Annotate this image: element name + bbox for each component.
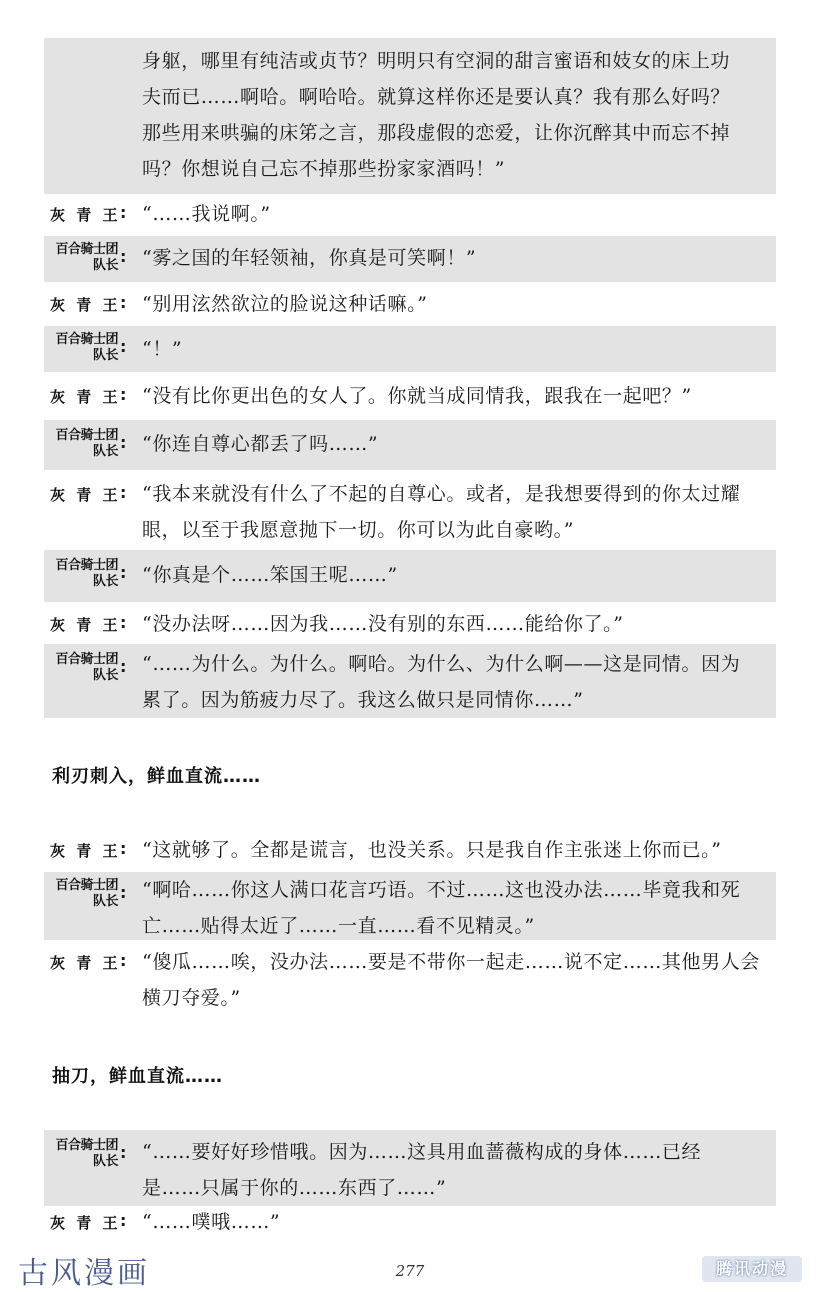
speaker-grey-king: 灰 青 王 [50, 206, 121, 224]
dialogue-text: “雾之国的年轻领袖，你真是可笑啊！” [142, 247, 477, 269]
dialogue-text: “没有比你更出色的女人了。你就当成同情我，跟我在一起吧？” [142, 385, 692, 407]
speaker-captain-org: 百合骑士团 [55, 1138, 118, 1153]
dialogue-text: “……为什么。为什么。啊哈。为什么、为什么啊——这是同情。因为 累了。因为筋疲力尽了。我这么做只是同情你……” [142, 653, 741, 711]
dialogue-row [44, 326, 776, 372]
speaker-colon: : [120, 657, 127, 676]
watermark-logo-right: 腾讯动漫 [702, 1256, 802, 1282]
speaker-colon: : [120, 385, 127, 404]
speaker-colon: : [120, 247, 127, 266]
speaker-grey-king: 灰 青 王 [50, 954, 121, 972]
dialogue-row [44, 872, 776, 940]
dialogue-text: “别用泫然欲泣的脸说这种话嘛。” [142, 293, 428, 315]
speaker-grey-king: 灰 青 王 [50, 296, 121, 314]
dialogue-row [44, 828, 776, 870]
page-number: 277 [395, 1262, 425, 1280]
speaker-grey-king: 灰 青 王 [50, 486, 121, 504]
dialogue-row [44, 284, 776, 324]
speaker-captain-org: 百合骑士团 [55, 878, 118, 893]
speaker-captain [48, 332, 118, 364]
dialogue-row [44, 644, 776, 718]
speaker-captain-org: 百合骑士团 [55, 558, 118, 573]
speaker-captain [48, 242, 118, 274]
speaker-colon: : [120, 1143, 127, 1162]
speaker-grey-king: 灰 青 王 [50, 1214, 121, 1232]
speaker-grey-king: 灰 青 王 [50, 616, 121, 634]
speaker-grey-king: 灰 青 王 [50, 388, 121, 406]
dialogue-text: “……要好好珍惜哦。因为……这具用血蔷薇构成的身体……已经 是……只属于你的……东西了……” [142, 1141, 702, 1199]
speaker-captain-title: 队长 [92, 444, 118, 459]
dialogue-row [44, 374, 776, 418]
dialogue-text: “……我说啊。” [142, 203, 271, 225]
speaker-colon: : [120, 839, 127, 858]
speaker-grey-king: 灰 青 王 [50, 842, 121, 860]
dialogue-text: “没办法呀……因为我……没有别的东西……能给你了。” [142, 613, 624, 635]
speaker-captain-org: 百合骑士团 [55, 428, 118, 443]
speaker-colon: : [120, 483, 127, 502]
speaker-colon: : [120, 203, 127, 222]
speaker-captain [48, 878, 118, 910]
dialogue-text: “！” [142, 338, 183, 360]
dialogue-text: 身躯，哪里有纯洁或贞节？明明只有空洞的甜言蜜语和妓女的床上功 夫而已……啊哈。啊哈哈。就算这样你还是要认真？我有那么好吗？ 那些用来哄骗的床笫之言，那段虚假的恋爱，让你沉醉其中而忘不掉 吗？你想说自己忘不掉那些扮家家酒吗！” [142, 50, 731, 180]
speaker-captain-org: 百合骑士团 [55, 242, 118, 257]
dialogue-row [44, 474, 776, 548]
speaker-captain-title: 队长 [92, 668, 118, 683]
speaker-colon: : [120, 951, 127, 970]
dialogue-text: “你真是个……笨国王呢……” [142, 564, 398, 586]
dialogue-text: “这就够了。全都是谎言，也没关系。只是我自作主张迷上你而已。” [142, 839, 722, 861]
narration-line: 利刃刺入，鲜血直流…… [52, 766, 261, 787]
speaker-captain [48, 652, 118, 684]
speaker-captain [48, 558, 118, 590]
speaker-captain-org: 百合骑士团 [55, 652, 118, 667]
speaker-captain [48, 428, 118, 460]
speaker-captain-org: 百合骑士团 [55, 332, 118, 347]
dialogue-row [44, 942, 776, 1018]
speaker-colon: : [120, 1211, 127, 1230]
speaker-colon: : [120, 293, 127, 312]
dialogue-row [44, 420, 776, 470]
dialogue-text: “我本来就没有什么了不起的自尊心。或者，是我想要得到的你太过耀 眼，以至于我愿意抛下一切。你可以为此自豪哟。” [142, 483, 741, 541]
dialogue-row [44, 236, 776, 282]
speaker-colon: : [120, 613, 127, 632]
speaker-colon: : [120, 883, 127, 902]
dialogue-row [44, 38, 776, 194]
dialogue-text: “你连自尊心都丢了吗……” [142, 433, 379, 455]
watermark-logo-left: 古风漫画 [18, 1256, 150, 1291]
dialogue-row [44, 1130, 776, 1206]
narration-line: 抽刀，鲜血直流…… [52, 1066, 223, 1087]
speaker-captain-title: 队长 [92, 348, 118, 363]
dialogue-row [44, 604, 776, 644]
dialogue-text: “啊哈……你这人满口花言巧语。不过……这也没办法……毕竟我和死 亡……贴得太近了……一直……看不见精灵。” [142, 879, 741, 937]
speaker-colon: : [120, 433, 127, 452]
dialogue-text: “傻瓜……唉，没办法……要是不带你一起走……说不定……其他男人会 横刀夺爱。” [142, 951, 760, 1009]
dialogue-row [44, 550, 776, 602]
speaker-colon: : [120, 337, 127, 356]
speaker-captain-title: 队长 [92, 574, 118, 589]
dialogue-text: “……噗哦……” [142, 1211, 281, 1233]
speaker-colon: : [120, 563, 127, 582]
dialogue-row [44, 196, 776, 234]
speaker-captain [48, 1138, 118, 1170]
dialogue-row [44, 1206, 776, 1242]
speaker-captain-title: 队长 [92, 1154, 118, 1169]
speaker-captain-title: 队长 [92, 894, 118, 909]
speaker-captain-title: 队长 [92, 258, 118, 273]
